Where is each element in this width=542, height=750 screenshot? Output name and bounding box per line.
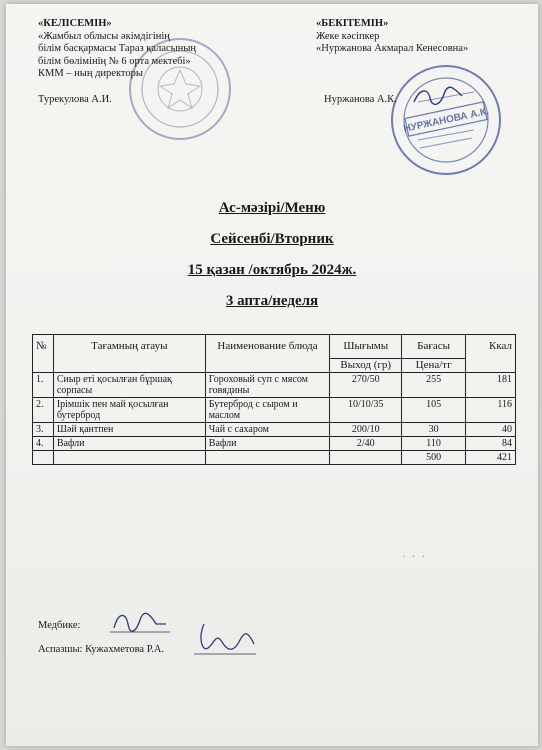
cell-name-ru: Вафли: [205, 437, 329, 451]
cell-no: 4.: [33, 437, 54, 451]
header-name-kz: Тағамның атауы: [53, 335, 205, 373]
entrepreneur-seal-stamp: [388, 62, 504, 178]
cell-name-kz: Ірімшік пен май қосылған бутерброд: [53, 398, 205, 423]
cell-empty: [33, 451, 54, 465]
cell-price: 255: [402, 373, 466, 398]
stamp-center-text: НУРЖАНОВА А.К.: [402, 106, 490, 135]
nurse-label: Медбике:: [38, 620, 81, 631]
table-header-row: [33, 335, 516, 359]
cell-no: 2.: [33, 398, 54, 423]
cell-price: 30: [402, 423, 466, 437]
approval-right-heading: «БЕКІТЕМІН»: [316, 18, 389, 29]
cell-no: 1.: [33, 373, 54, 398]
approval-left-heading: «КЕЛІСЕМІН»: [38, 18, 112, 29]
cell-empty: [53, 451, 205, 465]
document-page: [6, 4, 538, 746]
cell-output: 10/10/35: [330, 398, 402, 423]
cook-signature: [194, 618, 256, 658]
date-title: 15 қазан /октябрь 2024ж.: [187, 262, 357, 278]
day-title: Сейсенбі/Вторник: [210, 231, 334, 247]
cell-empty: [205, 451, 329, 465]
approval-left-signer: Турекулова А.И.: [38, 94, 112, 105]
cell-no: 3.: [33, 423, 54, 437]
cell-name-ru: Бутерброд с сыром и маслом: [205, 398, 329, 423]
cell-kcal: 40: [466, 423, 516, 437]
director-signature: [410, 84, 466, 108]
cell-kcal: 116: [466, 398, 516, 423]
cell-empty: [330, 451, 402, 465]
table-row: [33, 423, 516, 437]
table-total-row: [33, 451, 516, 465]
approval-left-line: білім басқармасы Тараз қаласының: [38, 43, 197, 54]
cell-kcal: 84: [466, 437, 516, 451]
cook-label: Аспазшы: Кужахметова Р.А.: [38, 644, 165, 655]
table-row: [33, 373, 516, 398]
cell-name-kz: Вафли: [53, 437, 205, 451]
menu-table: [32, 334, 516, 465]
cell-output: 200/10: [330, 423, 402, 437]
approval-left-line: білім бөлімінің № 6 орта мектебі»: [38, 55, 191, 67]
cell-price: 105: [402, 398, 466, 423]
approval-right-line: Жеке кәсіпкер: [316, 30, 380, 42]
header-no: №: [33, 335, 54, 373]
table-row: [33, 398, 516, 423]
week-title: 3 апта/неделя: [225, 293, 319, 309]
header-price: Бағасы: [402, 335, 466, 359]
total-kcal: 421: [466, 451, 516, 465]
approval-left-line: «Жамбыл облысы әкімдігінің: [38, 30, 170, 42]
approval-right-block: [316, 18, 526, 56]
header-output: Шығымы: [330, 335, 402, 359]
approval-left-block: [38, 18, 238, 81]
subheader-price: Цена/тг: [402, 359, 466, 373]
approval-right-signer: Нуржанова А.К.: [324, 94, 397, 105]
menu-title: Ас-мәзірі/Меню: [218, 200, 326, 216]
subheader-output: Выход (гр): [330, 359, 402, 373]
cell-output: 270/50: [330, 373, 402, 398]
faint-marks: · · ·: [402, 552, 427, 563]
cell-name-ru: Гороховый суп с мясом говядины: [205, 373, 329, 398]
cell-name-kz: Сиыр еті қосылған бұршақ сорпасы: [53, 373, 205, 398]
header-name-ru: Наименование блюда: [205, 335, 329, 373]
total-price: 500: [402, 451, 466, 465]
nurse-signature: [110, 606, 170, 638]
header-kcal: Ккал: [466, 335, 516, 373]
cell-name-kz: Шәй қантпен: [53, 423, 205, 437]
table-row: [33, 437, 516, 451]
approval-right-line: «Нуржанова Акмарал Кенесовна»: [316, 43, 469, 54]
cell-name-ru: Чай с сахаром: [205, 423, 329, 437]
approval-left-line: КММ – ның директоры: [38, 68, 143, 79]
cell-kcal: 181: [466, 373, 516, 398]
cell-output: 2/40: [330, 437, 402, 451]
cell-price: 110: [402, 437, 466, 451]
